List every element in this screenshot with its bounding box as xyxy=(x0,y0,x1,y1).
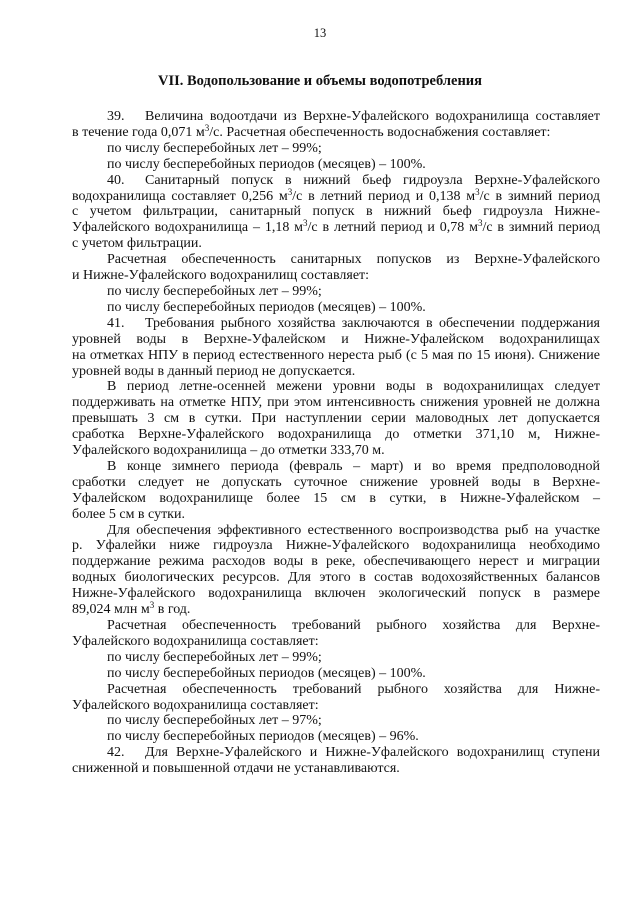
line-text: Уфалейского водохранилища составляет: xyxy=(72,697,319,713)
text-line xyxy=(72,220,600,236)
paragraph-number: 41. xyxy=(107,315,125,331)
line-text: Величина водоотдачи из Верхне-Уфалейского водохранилища составляет xyxy=(145,109,600,124)
line-text: по числу бесперебойных периодов (месяцев) – 100%. xyxy=(107,665,426,681)
text-line xyxy=(72,729,600,745)
text-line xyxy=(72,443,600,459)
line-text: по числу бесперебойных лет – 97%; xyxy=(107,713,322,729)
text-line xyxy=(72,666,600,682)
text-line xyxy=(72,491,600,507)
line-text: поддержание режима расходов воды в реке, обеспечивающего нерест и миграции xyxy=(72,554,600,570)
text-line xyxy=(72,204,600,220)
text-line xyxy=(72,284,600,300)
line-text: превышать 3 см в сутки. При наступлении серии маловодных лет допускается xyxy=(72,411,600,427)
text-line xyxy=(72,395,600,411)
text-line xyxy=(72,173,600,189)
text-line xyxy=(72,602,600,618)
text-line xyxy=(72,141,600,157)
line-text: по числу бесперебойных лет – 99%; xyxy=(107,140,322,156)
line-text: с учетом фильтрации, санитарный попуск в нижний бьеф гидроузла Нижне- xyxy=(72,204,600,220)
text-line xyxy=(72,379,600,395)
line-text: по числу бесперебойных периодов (месяцев) – 96%. xyxy=(107,729,419,745)
line-text: сниженной и повышенной отдачи не устанавливаются. xyxy=(72,761,400,777)
text-line xyxy=(72,300,600,316)
line-text: В период летне-осенней межени уровни воды в водохранилищах следует xyxy=(107,379,600,395)
text-line xyxy=(72,523,600,539)
text-line xyxy=(72,475,600,491)
text-line xyxy=(72,252,600,268)
text-line xyxy=(72,570,600,586)
line-text: Расчетная обеспеченность санитарных попусков из Верхне-Уфалейского xyxy=(107,252,600,268)
text-line xyxy=(72,316,600,332)
line-text: на отметках НПУ в период естественного нереста рыб (с 5 мая по 15 июня). Снижение xyxy=(72,347,600,363)
line-text: Уфалейского водохранилища – 1,18 $м^3/с$ в летний период и 0,78 $м^3/с$ в зимний период xyxy=(72,218,600,236)
text-line xyxy=(72,745,600,761)
line-text: по числу бесперебойных лет – 99%; xyxy=(107,283,322,299)
line-text: Требования рыбного хозяйства заключаются в обеспечении поддержания xyxy=(145,315,600,331)
line-text: Расчетная обеспеченность требований рыбного хозяйства для Нижне- xyxy=(107,681,600,697)
text-line xyxy=(72,348,600,364)
text-line xyxy=(72,618,600,634)
line-text: поддерживать на отметке НПУ, при этом интенсивность снижения уровней не должна xyxy=(72,395,600,411)
line-text: 89,024 млн $м^3$ в год. xyxy=(72,600,191,618)
text-line xyxy=(72,713,600,729)
line-text: уровней воды в Верхне-Уфалейском и Нижне-Уфалейском водохранилищах xyxy=(72,331,600,347)
line-text: В конце зимнего периода (февраль – март) и во время предполоводной xyxy=(107,458,600,474)
text-line xyxy=(72,761,600,777)
line-text: уровней воды в данный период не допускается. xyxy=(72,363,356,379)
text-line xyxy=(72,109,600,125)
text-line xyxy=(72,538,600,554)
document-body xyxy=(72,109,600,777)
line-text: Расчетная обеспеченность требований рыбного хозяйства для Верхне- xyxy=(107,618,600,633)
text-line xyxy=(72,682,600,698)
paragraph-number: 39. xyxy=(107,109,125,124)
line-text: по числу бесперебойных лет – 99%; xyxy=(107,649,322,665)
text-line xyxy=(72,427,600,443)
section-heading: VII. Водопользование и объемы водопотребления xyxy=(158,73,482,89)
text-line xyxy=(72,650,600,666)
line-text: Для обеспечения эффективного естественного воспроизводства рыб на участке xyxy=(107,522,600,538)
line-text: Уфалейском водохранилище более 15 см в сутки, в Нижне-Уфалейском – xyxy=(72,490,600,506)
text-line xyxy=(72,122,600,141)
line-text: в течение года 0,071 $м^3/с$. Расчетная обеспеченность водоснабжения составляет: xyxy=(72,122,551,140)
line-text: и Нижне-Уфалейского водохранилищ составляет: xyxy=(72,268,370,284)
line-text: Санитарный попуск в нижний бьеф гидроузла Верхне-Уфалейского xyxy=(145,172,600,188)
paragraph-number: 42. xyxy=(107,745,125,761)
line-text: Уфалейского водохранилища составляет: xyxy=(72,633,319,649)
line-text: водных биологических ресурсов. Для этого в состав водохозяйственных балансов xyxy=(72,570,600,586)
page-number: 13 xyxy=(313,26,327,40)
line-text: Нижне-Уфалейского водохранилища включен экологический попуск в размере xyxy=(72,586,600,602)
paragraph-number: 40. xyxy=(107,172,125,188)
line-text: сработки следует не допускать суточное снижение уровней воды в Верхне- xyxy=(72,474,600,490)
text-line xyxy=(72,507,600,523)
line-text: по числу бесперебойных периодов (месяцев) – 100%. xyxy=(107,299,426,315)
line-text: более 5 см в сутки. xyxy=(72,506,185,522)
line-text: сработка Верхне-Уфалейского водохранилища до отметки 371,10 м, Нижне- xyxy=(72,427,600,443)
text-line xyxy=(72,236,600,252)
text-line xyxy=(72,554,600,570)
text-line xyxy=(72,698,600,714)
line-text: Уфалейского водохранилища – до отметки 333,70 м. xyxy=(72,443,385,459)
text-line xyxy=(72,634,600,650)
text-line xyxy=(72,332,600,348)
line-text: по числу бесперебойных периодов (месяцев) – 100%. xyxy=(107,156,426,172)
text-line xyxy=(72,157,600,173)
text-line xyxy=(72,268,600,284)
line-text: р. Уфалейки ниже гидроузла Нижне-Уфалейского водохранилища необходимо xyxy=(72,538,600,554)
text-line xyxy=(72,459,600,475)
line-text: с учетом фильтрации. xyxy=(72,236,202,252)
text-line xyxy=(72,411,600,427)
line-text: водохранилища составляет 0,256 $м^3/с$ в летний период и 0,138 $м^3/с$ в зимний период xyxy=(72,186,600,204)
text-line xyxy=(72,186,600,205)
text-line xyxy=(72,364,600,380)
line-text: Для Верхне-Уфалейского и Нижне-Уфалейского водохранилищ ступени xyxy=(145,745,600,761)
